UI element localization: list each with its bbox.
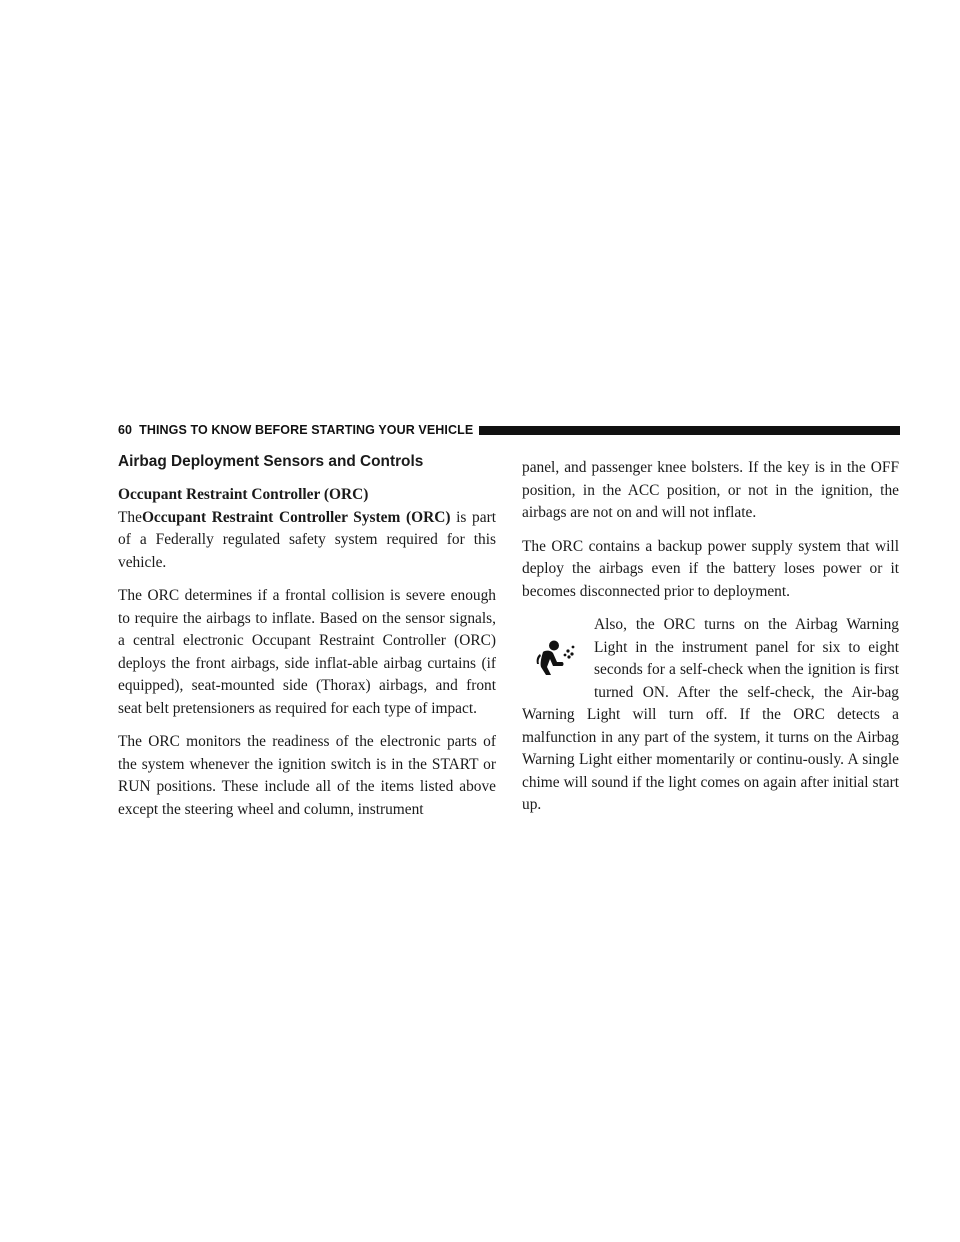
section-title: THINGS TO KNOW BEFORE STARTING YOUR VEHICLE — [139, 423, 474, 437]
intro-bold-term: Occupant Restraint Controller System (ORC) — [141, 508, 451, 526]
paragraph-warning-light-block — [522, 614, 899, 817]
subheading: Occupant Restraint Controller (ORC) — [118, 486, 369, 503]
paragraph-panel-bolsters: panel, and passenger knee bolsters. If the key is in the OFF position, in the ACC position, or not in the ignition, the airbags are not on and will not inflate. — [522, 459, 899, 521]
page-number: 60 — [118, 423, 133, 437]
running-header — [118, 421, 900, 439]
paragraph-orc-determines: The ORC determines if a frontal collision is severe enough to require the airbags to inflate. Based on the sensor signals, a central electronic Occupant Restraint Controller (ORC) deploys the front airbags, side inflat-able airbag curtains (if equipped), seat-mounted side (Thorax) airbags, and front seat belt pretensioners as required for each type of impact. — [118, 587, 496, 717]
right-column — [522, 457, 899, 817]
intro-prefix: The — [118, 508, 142, 526]
paragraph-orc-intro — [118, 507, 496, 575]
header-rule — [479, 426, 900, 435]
intro-suffix: is part of a Federally regulated safety system required for this vehicle. — [118, 508, 496, 571]
section-heading: Airbag Deployment Sensors and Controls — [118, 453, 424, 470]
airbag-warning-icon-graphic — [535, 640, 575, 676]
paragraph-warning-light: Also, the ORC turns on the Airbag Warning Light in the instrument panel for six to eight seconds for a self-check when the ignition is first turned ON. After the self-check, the Air-bag Warning Light will turn off. If the ORC detects a malfunction in any part of the system, it turns on the Airbag Warning Light either momentarily or continu-ously. A single chime will sound if the light comes on again after initial start up. — [522, 616, 899, 813]
paragraph-orc-monitors: The ORC monitors the readiness of the electronic parts of the system whenever the ignition switch is in the START or RUN positions. These include all of the items listed above except the steering wheel and column, instrument — [118, 733, 496, 818]
paragraph-backup-power: The ORC contains a backup power supply system that will deploy the airbags even if the battery loses power or it becomes disconnected prior to deployment. — [522, 537, 899, 600]
left-column — [118, 452, 496, 832]
airbag-warning-icon — [522, 620, 588, 696]
